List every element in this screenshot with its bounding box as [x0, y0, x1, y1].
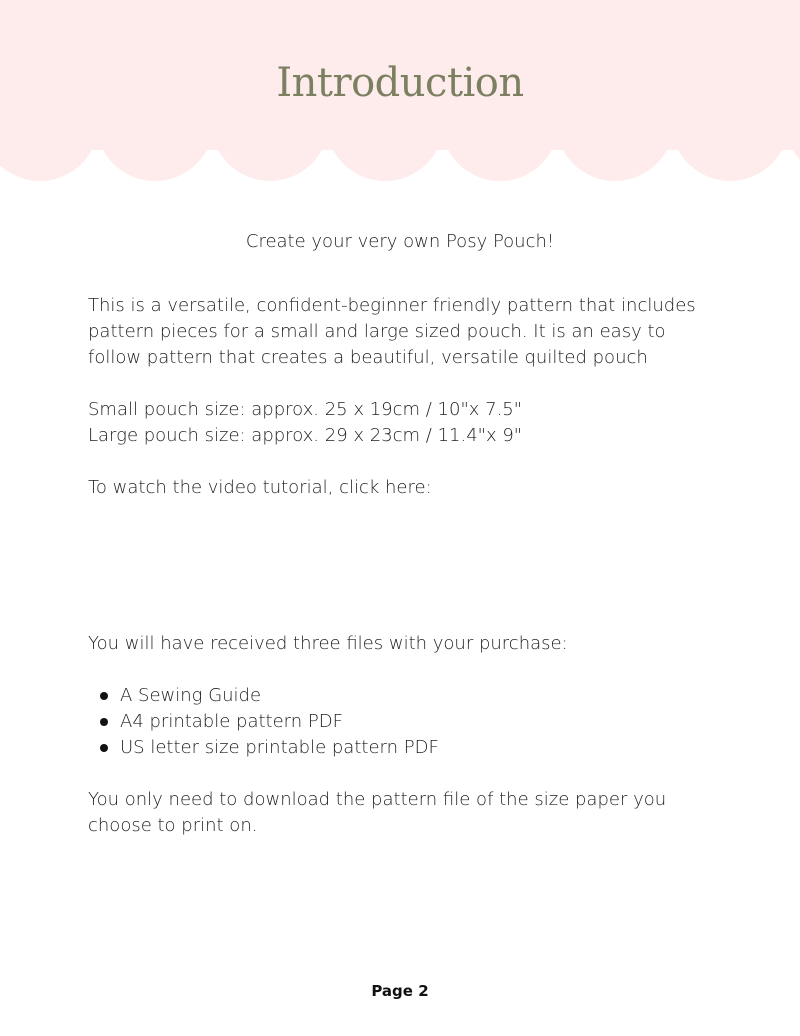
video-tutorial-link[interactable]: To watch the video tutorial, click here:: [88, 477, 432, 498]
bullet-icon: [100, 744, 108, 752]
files-intro: You will have received three files with your purchase:: [88, 633, 568, 654]
list-item-label: A Sewing Guide: [120, 685, 262, 706]
size-paragraph: [88, 397, 728, 449]
small-pouch-size: Small pouch size: approx. 25 x 19cm / 10"x 7.5": [88, 399, 523, 420]
description-line: This is a versatile, confident-beginner friendly pattern that includes: [88, 295, 696, 316]
files-list: [88, 683, 728, 761]
list-item-label: A4 printable pattern PDF: [120, 711, 343, 732]
note-line: You only need to download the pattern file of the size paper you: [88, 789, 667, 810]
list-item-label: US letter size printable pattern PDF: [120, 737, 439, 758]
description-line: follow pattern that creates a beautiful, versatile quilted pouch: [88, 347, 648, 368]
list-item: [120, 709, 728, 735]
description-line: pattern pieces for a small and large sized pouch. It is an easy to: [88, 321, 666, 342]
large-pouch-size: Large pouch size: approx. 29 x 23cm / 11.4"x 9": [88, 425, 523, 446]
list-item: [120, 735, 728, 761]
list-item: [120, 683, 728, 709]
description-paragraph: [88, 293, 728, 371]
download-note: [88, 787, 728, 839]
tagline: Create your very own Posy Pouch!: [245, 231, 555, 252]
bullet-icon: [100, 718, 108, 726]
page-number: Page 2: [371, 982, 429, 1000]
bullet-icon: [100, 692, 108, 700]
page-content: [88, 229, 728, 839]
note-line: choose to print on.: [88, 815, 258, 836]
page-title: Introduction: [276, 60, 524, 106]
